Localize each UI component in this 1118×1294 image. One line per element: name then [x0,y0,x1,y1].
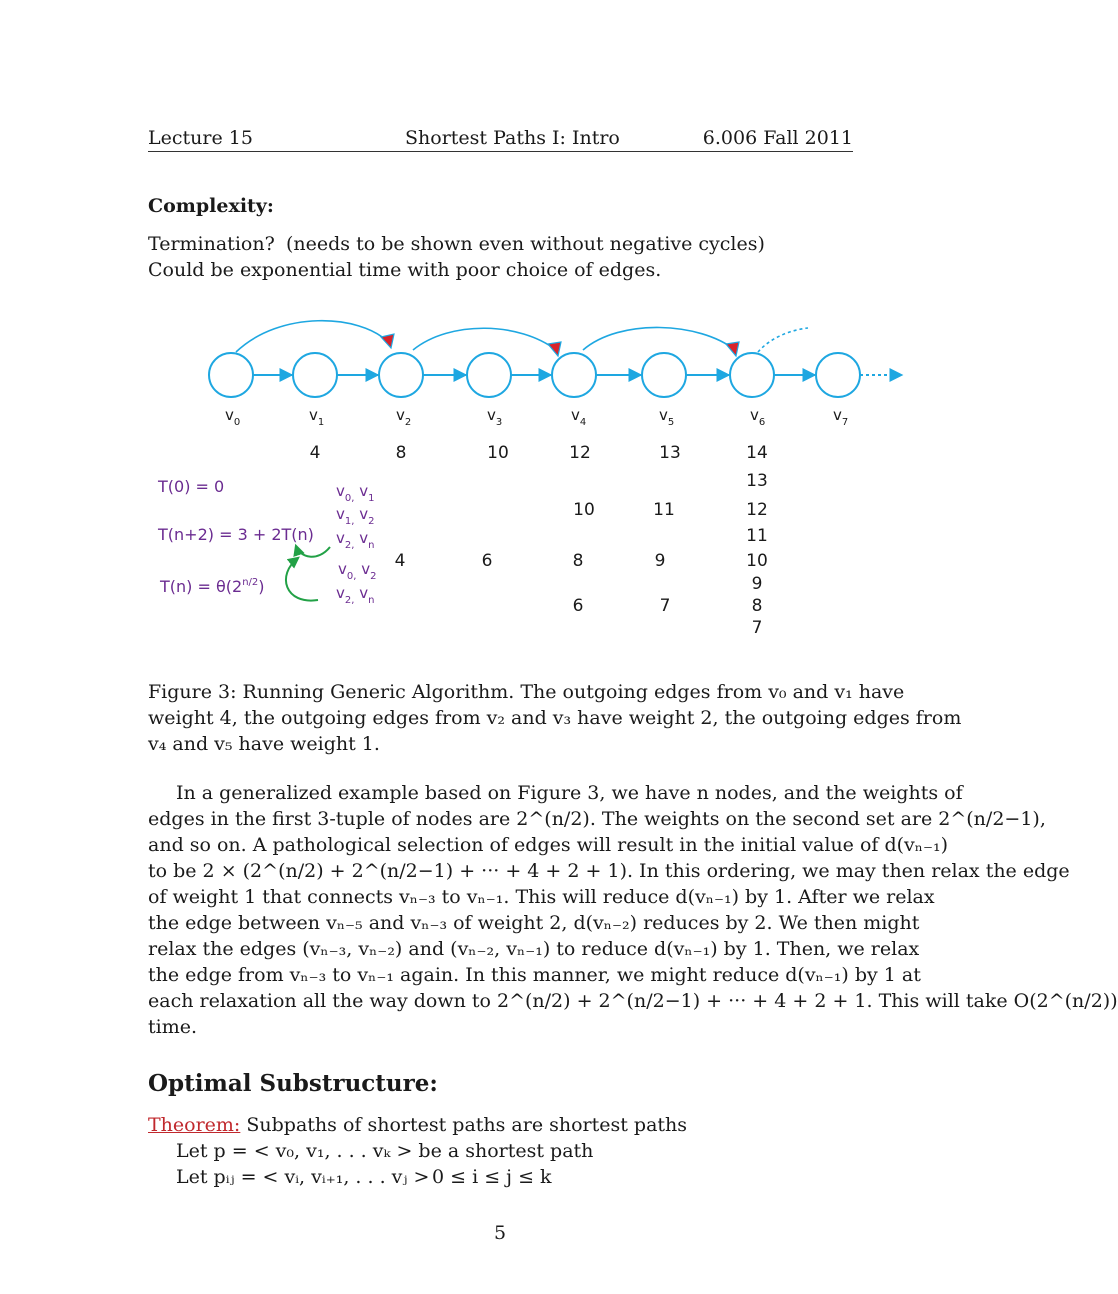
label-v6: $v_6$ [750,406,766,428]
label-v3: $v_3$ [487,406,503,428]
node-v4 [552,353,596,397]
let-pij-definition: Let pᵢⱼ = < vᵢ, vᵢ₊₁, . . . vⱼ > [176,1166,430,1188]
let-p-definition: Let p = < v₀, v₁, . . . vₖ > be a shortest path [176,1140,594,1162]
paragraph-line: In a generalized example based on Figure 3, we have n nodes, and the weights of [176,782,963,804]
complexity-heading: Complexity: [148,195,274,217]
edge-v2-v4 [413,328,556,350]
node-v3 [467,353,511,397]
arrowhead-v6 [726,342,739,356]
distance-value: 12 [746,500,768,520]
caption-line: Figure 3: Running Generic Algorithm. The outgoing edges from v₀ and v₁ have [148,681,905,703]
distance-value: 4 [309,443,321,463]
paragraph-line: relax the edges (vₙ₋₃, vₙ₋₂) and (vₙ₋₂, vₙ₋₁) to reduce d(vₙ₋₁) by 1. Then, we relax [148,938,920,960]
edge-label-5: $v_{2,}$ $v_n$ [336,584,375,606]
caption-line: v₄ and v₅ have weight 1. [148,733,380,755]
paragraph-line: and so on. A pathological selection of edges will result in the initial value of d(vₙ₋₁) [148,834,949,856]
arrowhead-v4 [548,342,561,356]
header-course: 6.006 Fall 2011 [702,127,853,149]
node-v1 [293,353,337,397]
arrowhead-v2 [381,334,394,348]
index-constraint: 0 ≤ i ≤ j ≤ k [432,1166,552,1188]
distance-value: 9 [654,551,666,571]
distance-value: 14 [746,443,768,463]
distance-value: 12 [569,443,591,463]
optimal-substructure-heading: Optimal Substructure: [148,1070,438,1097]
caption-line: weight 4, the outgoing edges from v₂ and v₃ have weight 2, the outgoing edges from [148,707,962,729]
label-v0: $v_0$ [225,406,241,428]
distance-value: 10 [487,443,509,463]
header-title: Shortest Paths I: Intro [405,127,620,149]
paragraph-line: the edge between vₙ₋₅ and vₙ₋₃ of weight 2, d(vₙ₋₂) reduces by 2. We then might [148,912,920,934]
paragraph-line: of weight 1 that connects vₙ₋₃ to vₙ₋₁. This will reduce d(vₙ₋₁) by 1. After we relax [148,886,935,908]
distance-values [310,443,768,638]
edge-label-4: $v_{0,}$ $v_2$ [338,560,377,582]
curved-edges [236,321,808,352]
distance-value: 7 [659,596,671,616]
edge-v6-out [758,328,808,352]
exponential-note: Could be exponential time with poor choice of edges. [148,259,662,281]
label-v4: $v_4$ [571,406,587,428]
figure-caption [148,679,962,757]
header-lecture: Lecture 15 [148,127,253,149]
distance-value: 11 [653,500,675,520]
recurrence-result: $T(n) = \theta(2^{n/2})$ [160,577,265,596]
distance-value: 7 [751,618,763,638]
theorem-text: Subpaths of shortest paths are shortest paths [240,1114,688,1136]
node-v2 [379,353,423,397]
node-v7 [816,353,860,397]
relaxed-edge-labels [336,482,376,606]
paragraph-line: edges in the first 3-tuple of nodes are 2^(n/2). The weights on the second set are 2^(n/2−1), [148,808,1046,830]
distance-value: 6 [572,596,584,616]
recurrence-base: T(0) = 0 [158,477,225,496]
label-v7: $v_7$ [833,406,849,428]
distance-value: 10 [573,500,595,520]
green-recursion-arrows [286,546,330,601]
edge-label-2: $v_{1,}$ $v_2$ [336,505,375,527]
page-number: 5 [493,1222,507,1244]
edge-v4-v6 [583,327,735,350]
label-v1: $v_1$ [309,406,325,428]
distance-value: 8 [572,551,584,571]
generalized-example-paragraph [148,780,1118,1040]
paragraph-line: time. [148,1016,198,1038]
distance-value: 8 [395,443,407,463]
node-v0 [209,353,253,397]
edge-v0-v2 [236,321,388,352]
distance-value: 13 [659,443,681,463]
theorem-statement [148,1112,687,1138]
node-labels [225,406,848,428]
label-v5: $v_5$ [659,406,675,428]
node-v6 [730,353,774,397]
green-arrow-lower [286,558,318,601]
distance-value: 11 [746,526,768,546]
recurrence-step: T(n+2) = 3 + 2T(n) [158,525,314,544]
termination-question: Termination? [148,233,275,255]
edge-label-3: $v_{2,}$ $v_n$ [336,529,375,551]
relaxation-figure [0,300,1000,645]
green-arrow-upper [296,546,330,557]
paragraph-line: each relaxation all the way down to 2^(n/2) + 2^(n/2−1) + ··· + 4 + 2 + 1. This will take O(2^(n/2)) [148,990,1118,1012]
recurrence [157,477,314,596]
distance-value: 6 [481,551,493,571]
distance-value: 13 [746,471,768,491]
theorem-label: Theorem: [148,1114,241,1136]
paragraph-line: the edge from vₙ₋₃ to vₙ₋₁ again. In this manner, we might reduce d(vₙ₋₁) by 1 at [148,964,921,986]
distance-value: 9 [751,574,763,594]
distance-value: 8 [751,596,763,616]
node-v5 [642,353,686,397]
paragraph-line: to be 2 × (2^(n/2) + 2^(n/2−1) + ··· + 4 + 2 + 1). In this ordering, we may then relax the edge [148,860,1070,882]
edge-label-1: $v_{0,}$ $v_1$ [336,482,375,504]
running-header [148,127,853,152]
distance-value: 4 [394,551,406,571]
termination-note: (needs to be shown even without negative cycles) [286,233,765,255]
distance-value: 10 [746,551,768,571]
label-v2: $v_2$ [396,406,412,428]
